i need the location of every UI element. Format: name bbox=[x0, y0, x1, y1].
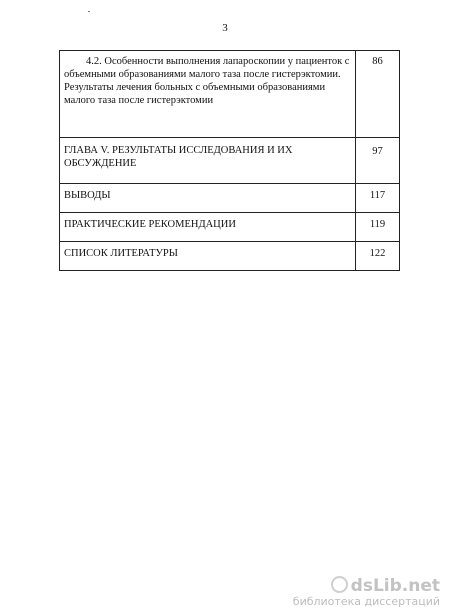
watermark-logo-text: dsLib.net bbox=[350, 576, 440, 596]
toc-row bbox=[60, 213, 400, 242]
toc-entry-page: 86 bbox=[356, 51, 400, 138]
toc-entry-line: малого таза после гистерэктомии bbox=[64, 95, 214, 106]
watermark bbox=[293, 576, 440, 608]
watermark-logo bbox=[293, 576, 440, 595]
toc-entry-page: 97 bbox=[356, 138, 400, 184]
toc-entry-page: 117 bbox=[356, 184, 400, 213]
toc-entry-title: СПИСОК ЛИТЕРАТУРЫ bbox=[60, 242, 356, 271]
toc-entry-line: объемными образованиями малого таза после гистерэктомии. bbox=[64, 69, 341, 80]
toc-row bbox=[60, 51, 400, 138]
toc-entry-title: ВЫВОДЫ bbox=[60, 184, 356, 213]
scan-speck bbox=[88, 11, 90, 12]
toc-entry-title bbox=[60, 138, 356, 184]
toc-row bbox=[60, 138, 400, 184]
toc-row bbox=[60, 184, 400, 213]
toc-entry-title: ПРАКТИЧЕСКИЕ РЕКОМЕНДАЦИИ bbox=[60, 213, 356, 242]
toc-entry-line: ОБСУЖДЕНИЕ bbox=[64, 158, 137, 169]
page-number: 3 bbox=[222, 22, 228, 34]
logo-circle-icon bbox=[331, 576, 348, 593]
toc-entry-page: 122 bbox=[356, 242, 400, 271]
toc-entry-line: ГЛАВА V. РЕЗУЛЬТАТЫ ИССЛЕДОВАНИЯ И ИХ bbox=[64, 145, 293, 156]
toc-entry-line: Результаты лечения больных с объемными образованиями bbox=[64, 82, 326, 93]
toc-row bbox=[60, 242, 400, 271]
watermark-subtitle: библиотека диссертаций bbox=[292, 595, 440, 608]
toc-entry-title bbox=[60, 51, 356, 138]
toc-entry-page: 119 bbox=[356, 213, 400, 242]
toc-entry-line: 4.2. Особенности выполнения лапароскопии у пациенток с bbox=[86, 56, 350, 67]
table-of-contents bbox=[59, 50, 400, 271]
